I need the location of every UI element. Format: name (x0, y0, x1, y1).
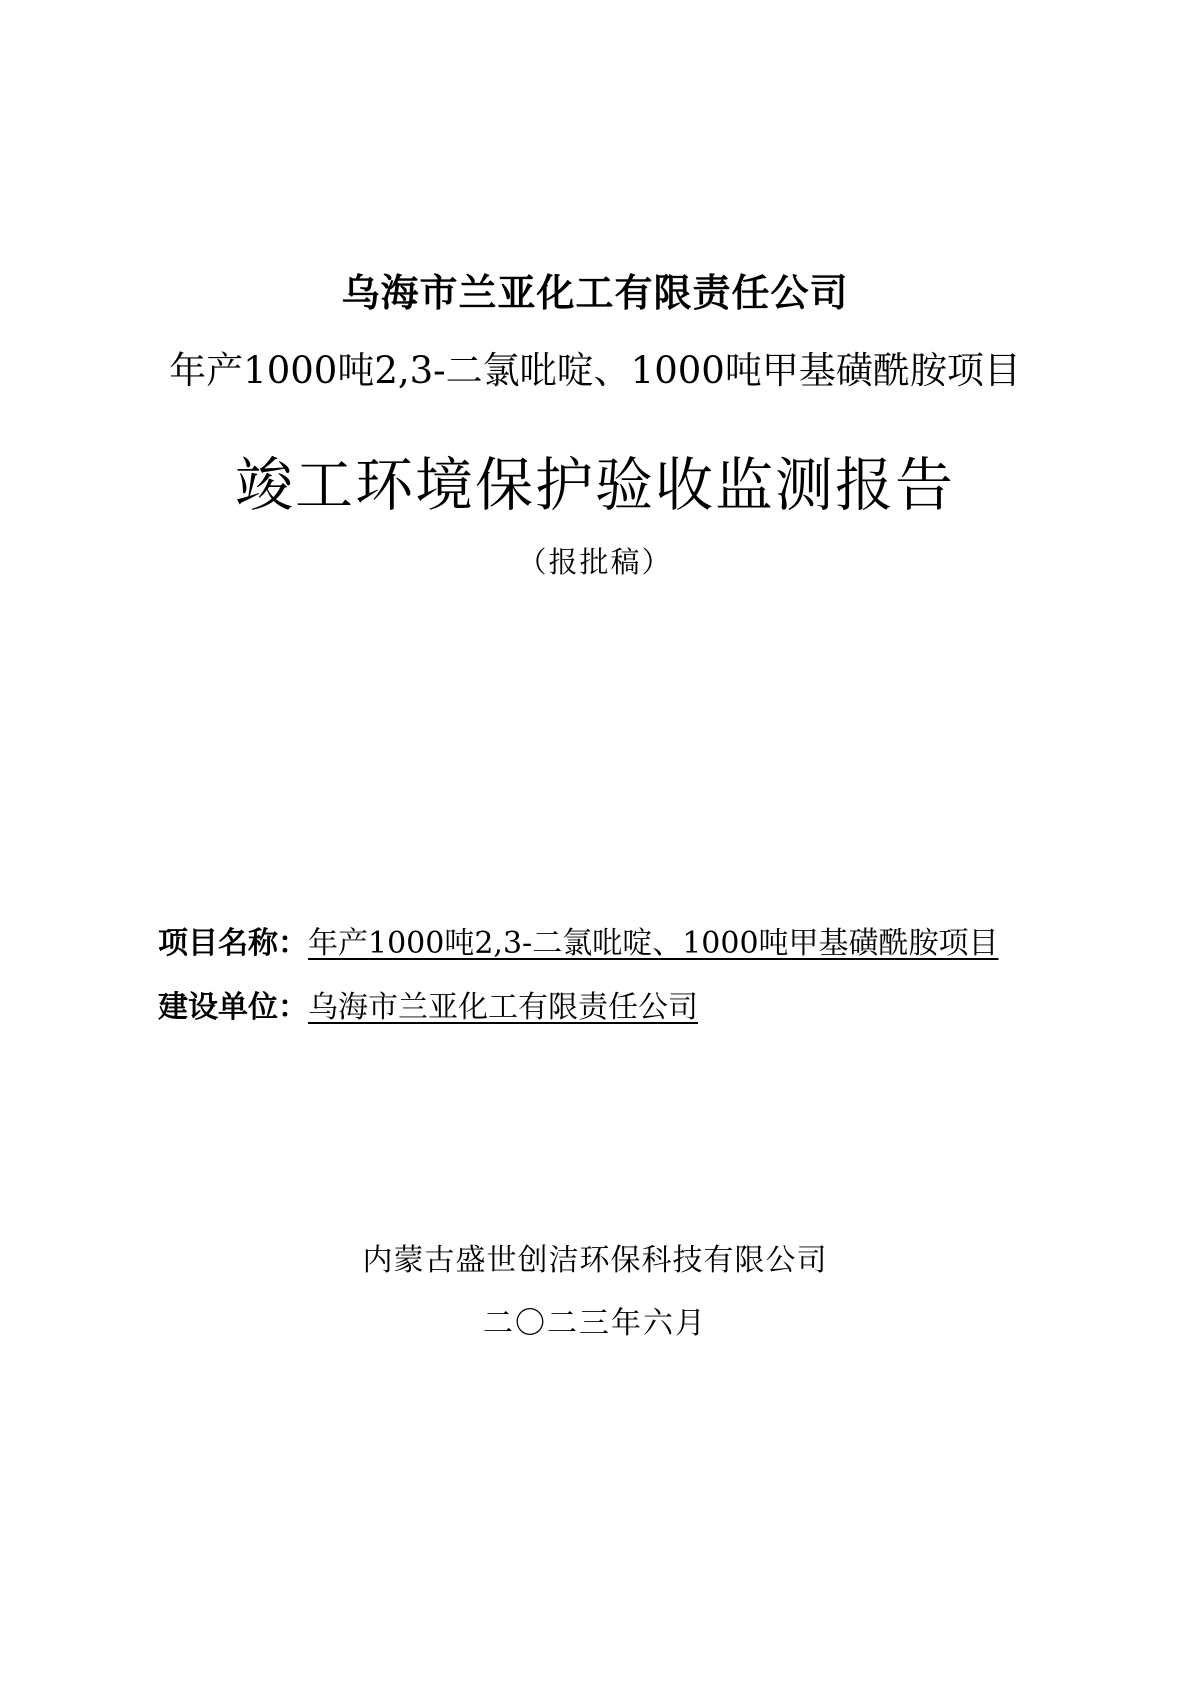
report-date: 二〇二三年六月 (483, 1306, 707, 1341)
report-title: 竣工环境保护验收监测报告 (234, 451, 955, 519)
project-name-value: 年产1000吨2,3-二氯吡啶、1000吨甲基磺酰胺项目 (308, 926, 999, 961)
company-title: 乌海市兰亚化工有限责任公司 (341, 270, 849, 315)
builder-row (158, 982, 698, 1026)
draft-note: （报批稿） (517, 545, 673, 579)
preparer-company: 内蒙古盛世创洁环保科技有限公司 (362, 1243, 828, 1278)
builder-label: 建设单位： (158, 990, 308, 1025)
builder-value: 乌海市兰亚化工有限责任公司 (308, 990, 698, 1025)
project-name-label: 项目名称： (158, 926, 308, 961)
project-name-row (158, 918, 999, 962)
project-title: 年产1000吨2,3-二氯吡啶、1000吨甲基磺酰胺项目 (169, 349, 1021, 392)
